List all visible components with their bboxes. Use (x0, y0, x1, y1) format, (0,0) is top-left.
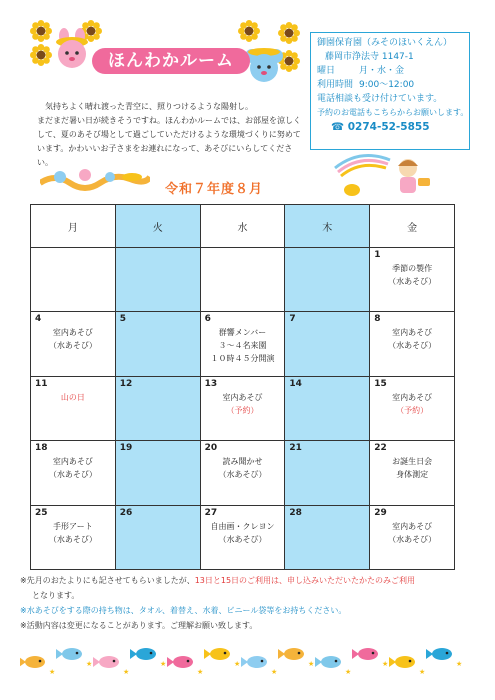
day-event: （水あそび） (48, 341, 97, 351)
calendar-day-cell (285, 376, 370, 440)
day-number: 22 (374, 443, 387, 454)
calendar-day-cell (115, 248, 200, 312)
day-event: お誕生日会 (392, 457, 433, 467)
fish-icon (167, 656, 193, 668)
day-event: （水あそび） (218, 534, 267, 544)
calendar-day-cell (370, 312, 455, 376)
child-watering-illustration (330, 148, 440, 207)
calendar-day-cell (115, 441, 200, 505)
fish-icon (426, 648, 452, 660)
note-1 (20, 573, 480, 603)
calendar-day-cell (370, 441, 455, 505)
sunflower-icon (30, 44, 52, 66)
day-event: 室内あそび (392, 328, 433, 338)
day-event: 室内あそび (222, 392, 263, 402)
page-title: ほんわかルーム (92, 48, 250, 74)
info-box (310, 32, 470, 150)
notes (20, 573, 480, 633)
calendar-week-row (31, 312, 455, 376)
day-event: 身体測定 (396, 470, 429, 480)
phone-number: ☎ 0274-52-5855 (331, 121, 430, 133)
star-icon: ★ (123, 668, 130, 676)
star-icon: ★ (308, 660, 315, 668)
phone-note: 電話相談も受け付けています。 (317, 94, 443, 104)
day-event: １０時４５分開演 (210, 354, 275, 364)
day-event: 季節の製作 (392, 264, 433, 273)
calendar-day-cell (285, 248, 370, 312)
calendar-day-cell (200, 376, 285, 440)
intro-line: まだまだ暑い日が続きそうですね。ほんわかルームでは、お部屋を涼しく (37, 116, 301, 125)
calendar-day-cell (200, 248, 285, 312)
calendar-day-cell (31, 312, 116, 376)
day-event: 群響メンバー (218, 328, 267, 338)
month-title: 令和７年度８月 (165, 182, 264, 197)
day-event: （水あそび） (388, 534, 437, 544)
day-number (35, 250, 111, 262)
day-number: 15 (374, 378, 387, 389)
day-number: 14 (289, 378, 302, 389)
day-event: 室内あそび (52, 457, 93, 467)
hours-row (317, 78, 463, 92)
fish-icon (56, 648, 82, 660)
calendar-day-cell (200, 505, 285, 569)
day-number: 26 (119, 507, 133, 518)
day-number: 13 (204, 378, 218, 389)
calendar-week-row (31, 441, 455, 505)
calendar-day-cell (285, 505, 370, 569)
star-icon: ★ (49, 668, 56, 676)
calendar-day-cell (285, 312, 370, 376)
header-fri: 金 (370, 205, 455, 248)
sunflower-icon (278, 22, 300, 44)
fish-icon (20, 656, 45, 668)
fish-icon (278, 648, 304, 660)
calendar-day-cell (200, 441, 285, 505)
header-tue: 火 (115, 205, 200, 248)
day-event: 室内あそび (392, 392, 433, 402)
fish-icon (389, 656, 415, 668)
calendar-day-cell (115, 312, 200, 376)
intro-line: して、夏のあそび場として過ごしていただけるような環境づくりに努めて (37, 130, 301, 139)
calendar-week-row (31, 376, 455, 440)
header-wed: 水 (200, 205, 285, 248)
calendar-week-row (31, 248, 455, 312)
fish-icon (241, 656, 267, 668)
star-icon: ★ (197, 668, 204, 676)
day-number: 8 (374, 314, 381, 325)
note-1-highlight: 13日と15日のご利用は、申し込みいただいたかたのみご利用 (194, 576, 416, 585)
star-icon: ★ (382, 660, 389, 668)
calendar-day-cell (370, 248, 455, 312)
header-banner (30, 20, 300, 95)
day-number: 6 (204, 314, 211, 325)
calendar-day-cell (115, 376, 200, 440)
day-event: 手形アート (53, 521, 93, 531)
days-label: 曜日 (317, 66, 336, 76)
day-number (289, 250, 365, 262)
day-event: （予約） (396, 405, 429, 415)
day-event: （予約） (226, 405, 259, 415)
header-thu: 木 (285, 205, 370, 248)
days-row (317, 64, 463, 78)
note-1-cont: となります。 (32, 591, 80, 600)
day-number: 1 (374, 250, 381, 260)
day-number: 29 (374, 507, 387, 518)
calendar-day-cell (370, 376, 455, 440)
calendar-day-cell (31, 248, 116, 312)
day-number: 21 (289, 443, 302, 454)
calendar-day-cell (115, 505, 200, 569)
rabbit-mascot-icon (52, 28, 92, 72)
fish-icon (93, 656, 119, 668)
calendar-day-cell (200, 312, 285, 376)
day-number (205, 250, 281, 262)
day-number: 25 (35, 507, 48, 518)
header-mon: 月 (31, 205, 116, 248)
note-1-text: ※先月のおたよりにも記させてもらいましたが、 (20, 576, 195, 585)
calendar-day-cell (370, 505, 455, 569)
star-icon: ★ (234, 660, 241, 668)
day-event: （水あそび） (48, 534, 97, 544)
day-number: 28 (289, 507, 302, 518)
note-3: ※活動内容は変更になることがあります。ご理解お願い致します。 (20, 621, 258, 630)
fish-icon (204, 648, 230, 660)
star-icon: ★ (456, 660, 463, 668)
calendar-day-cell (31, 376, 116, 440)
day-number: 7 (289, 314, 296, 325)
note-2: ※水あそびをする際の持ち物は、タオル、着替え、水着、ビニール袋等をお持ちください。 (20, 606, 347, 615)
star-icon: ★ (86, 660, 93, 668)
mouse-mascot-icon (244, 42, 284, 86)
day-number (120, 250, 196, 262)
sunflower-icon (30, 20, 52, 42)
swimming-children-illustration (40, 165, 150, 197)
star-icon: ★ (160, 660, 167, 668)
calendar (30, 204, 455, 570)
fish-icon (315, 656, 341, 668)
day-event: ３～４名来園 (218, 341, 267, 351)
day-event: 室内あそび (392, 521, 433, 531)
sunflower-icon (238, 20, 260, 42)
day-event: （水あそび） (218, 470, 267, 480)
day-number: 20 (204, 443, 218, 454)
hours-label: 利用時間 (317, 80, 354, 90)
day-number: 4 (35, 314, 42, 325)
calendar-week-row (31, 505, 455, 569)
day-number: 5 (119, 314, 127, 325)
address: 藤岡市浄法寺 1147-1 (325, 52, 414, 62)
day-event: （水あそび） (388, 277, 437, 286)
calendar-day-cell (31, 505, 116, 569)
day-event: 山の日 (60, 392, 85, 402)
day-event: 自由画・クレヨン (210, 521, 275, 531)
day-event: 室内あそび (52, 328, 93, 338)
day-event: （水あそび） (48, 470, 97, 480)
day-number: 18 (35, 443, 48, 454)
days-value: 月・水・金 (359, 66, 405, 76)
fish-icon (130, 648, 156, 660)
fish-icon (352, 648, 378, 660)
day-event: 読み聞かせ (222, 457, 263, 467)
day-number: 19 (119, 443, 133, 454)
nursery-name: 御園保育園（みそのほいくえん） (317, 38, 453, 48)
reserve-note: 予約のお電話もこちらからお願いします。 (317, 108, 469, 117)
day-number: 11 (35, 378, 48, 389)
intro-text (37, 100, 302, 170)
calendar-day-cell (285, 441, 370, 505)
day-number: 12 (119, 378, 133, 389)
day-number: 27 (204, 507, 218, 518)
day-event: （水あそび） (388, 341, 437, 351)
calendar-header-row (31, 205, 455, 248)
star-icon: ★ (419, 668, 426, 676)
hours-value: 9:00～12:00 (359, 80, 415, 90)
star-icon: ★ (271, 668, 278, 676)
calendar-day-cell (31, 441, 116, 505)
star-icon: ★ (345, 668, 352, 676)
fish-border-illustration (20, 640, 470, 680)
intro-line: 気持ちよく晴れ渡った青空に、照りつけるような陽射し。 (45, 102, 253, 111)
intro-line: います。かわいいお子さまをお連れになって、あそびにいらしてください。 (37, 144, 293, 167)
